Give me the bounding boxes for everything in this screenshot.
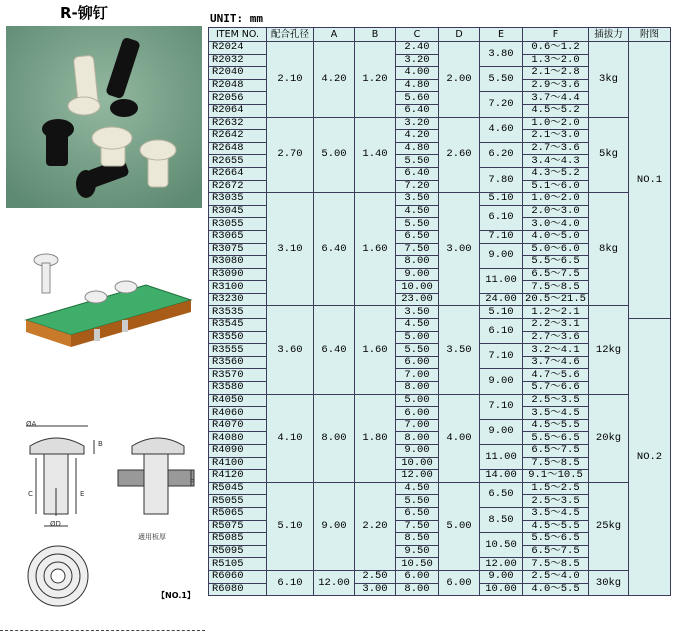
- item-no: R3035: [209, 193, 267, 206]
- dim-d: 3.00: [439, 193, 480, 306]
- dim-f: 2.1～2.8: [523, 67, 589, 80]
- hole-diameter: 4.10: [267, 394, 314, 482]
- dim-d-label: ØD: [50, 520, 61, 528]
- item-no: R5095: [209, 545, 267, 558]
- dim-c: 7.00: [396, 419, 439, 432]
- dim-f: 2.9～3.6: [523, 79, 589, 92]
- dim-e: 3.80: [480, 42, 523, 67]
- hole-diameter: 6.10: [267, 570, 314, 595]
- dim-c: 8.00: [396, 256, 439, 269]
- dim-f: 5.7～6.6: [523, 382, 589, 395]
- item-no: R3555: [209, 344, 267, 357]
- item-no: R4070: [209, 419, 267, 432]
- dim-e: 7.20: [480, 92, 523, 117]
- dim-a: 8.00: [314, 394, 355, 482]
- dim-f: 2.7～3.6: [523, 331, 589, 344]
- figure-ref: NO.1: [629, 42, 671, 319]
- dim-f: 3.5～4.5: [523, 407, 589, 420]
- dim-f: 1.2～2.1: [523, 306, 589, 319]
- insertion-force: 20kg: [589, 394, 629, 482]
- item-no: R2632: [209, 117, 267, 130]
- dim-f: 2.2～3.1: [523, 319, 589, 332]
- dim-e-label: E: [80, 490, 85, 498]
- item-no: R2032: [209, 54, 267, 67]
- dim-f: 3.4～4.3: [523, 155, 589, 168]
- dim-f: 1.3～2.0: [523, 54, 589, 67]
- dim-e: 7.10: [480, 344, 523, 369]
- item-no: R6080: [209, 583, 267, 596]
- dim-e: 6.50: [480, 482, 523, 507]
- dim-d: 3.50: [439, 306, 480, 394]
- dim-f: 6.5～7.5: [523, 268, 589, 281]
- dim-d: 6.00: [439, 570, 480, 595]
- dim-c: 6.40: [396, 104, 439, 117]
- dim-f: 6.5～7.5: [523, 545, 589, 558]
- insertion-force: 5kg: [589, 117, 629, 193]
- dim-e: 7.80: [480, 167, 523, 192]
- col-header: E: [480, 28, 523, 42]
- dim-e: 10.00: [480, 583, 523, 596]
- dim-e: 6.10: [480, 319, 523, 344]
- dim-b: 1.60: [355, 193, 396, 306]
- dim-f: 1.0～2.0: [523, 193, 589, 206]
- item-no: R5055: [209, 495, 267, 508]
- dim-f: 3.0～4.0: [523, 218, 589, 231]
- dim-c: 6.50: [396, 230, 439, 243]
- dim-b: 1.20: [355, 42, 396, 118]
- item-no: R3550: [209, 331, 267, 344]
- dim-b: 2.20: [355, 482, 396, 570]
- table-row: [209, 42, 671, 55]
- dim-c: 6.00: [396, 570, 439, 583]
- dim-f: 3.7～4.6: [523, 356, 589, 369]
- table-row: [209, 394, 671, 407]
- dim-f: 2.7～3.6: [523, 142, 589, 155]
- dim-f: 3.2～4.1: [523, 344, 589, 357]
- item-no: R4050: [209, 394, 267, 407]
- dim-e: 9.00: [480, 570, 523, 583]
- dim-c: 5.50: [396, 495, 439, 508]
- dim-c: 10.50: [396, 558, 439, 571]
- item-no: R3230: [209, 293, 267, 306]
- dim-f: 5.0～6.0: [523, 243, 589, 256]
- dim-f: 6.5～7.5: [523, 445, 589, 458]
- dim-c: 9.50: [396, 545, 439, 558]
- item-no: R2672: [209, 180, 267, 193]
- dim-c: 6.50: [396, 507, 439, 520]
- dim-f: 5.5～6.5: [523, 432, 589, 445]
- item-no: R3055: [209, 218, 267, 231]
- item-no: R6060: [209, 570, 267, 583]
- dim-a: 6.40: [314, 306, 355, 394]
- dim-c: 4.20: [396, 130, 439, 143]
- item-no: R2024: [209, 42, 267, 55]
- dim-c: 8.00: [396, 382, 439, 395]
- item-no: R3100: [209, 281, 267, 294]
- dim-c: 10.00: [396, 281, 439, 294]
- dim-c: 10.00: [396, 457, 439, 470]
- insertion-force: 12kg: [589, 306, 629, 394]
- dim-f: 4.0～5.0: [523, 230, 589, 243]
- dim-e: 9.00: [480, 419, 523, 444]
- dim-e: 5.50: [480, 67, 523, 92]
- item-no: R4120: [209, 470, 267, 483]
- item-no: R3580: [209, 382, 267, 395]
- dim-c: 4.50: [396, 319, 439, 332]
- item-no: R3045: [209, 205, 267, 218]
- dim-f: 2.5～3.5: [523, 394, 589, 407]
- dim-f: 1.0～2.0: [523, 117, 589, 130]
- dim-f: 3.7～4.4: [523, 92, 589, 105]
- dim-e: 6.20: [480, 142, 523, 167]
- dim-f: 20.5～21.5: [523, 293, 589, 306]
- item-no: R2056: [209, 92, 267, 105]
- item-no: R5105: [209, 558, 267, 571]
- dim-e: 7.10: [480, 230, 523, 243]
- dim-f: 7.5～8.5: [523, 558, 589, 571]
- table-row: [209, 306, 671, 319]
- hole-diameter: 2.70: [267, 117, 314, 193]
- unit-label: UNIT: mm: [210, 12, 263, 25]
- col-header: 插拔力: [589, 28, 629, 42]
- item-no: R3080: [209, 256, 267, 269]
- dim-f: 5.5～6.5: [523, 533, 589, 546]
- dim-c: 6.00: [396, 356, 439, 369]
- dim-e: 11.00: [480, 268, 523, 293]
- dim-a-label: ØA: [26, 420, 37, 428]
- dim-c: 4.50: [396, 205, 439, 218]
- dim-e: 4.60: [480, 117, 523, 142]
- dim-c: 7.20: [396, 180, 439, 193]
- item-no: R5045: [209, 482, 267, 495]
- dim-f: 2.0～3.0: [523, 205, 589, 218]
- dim-c: 3.50: [396, 306, 439, 319]
- dim-f: 4.0～5.5: [523, 583, 589, 596]
- col-header: D: [439, 28, 480, 42]
- dim-a: 9.00: [314, 482, 355, 570]
- dim-a: 6.40: [314, 193, 355, 306]
- dimension-drawing: [6, 418, 202, 618]
- item-no: R5065: [209, 507, 267, 520]
- dim-c: 9.00: [396, 445, 439, 458]
- dim-e: 6.10: [480, 205, 523, 230]
- dim-b: 1.40: [355, 117, 396, 193]
- dim-f: 1.5～2.5: [523, 482, 589, 495]
- dim-b: 3.00: [355, 583, 396, 596]
- dim-f: 7.5～8.5: [523, 281, 589, 294]
- plate-thickness-caption: 適用板厚: [138, 533, 166, 541]
- dim-e: 14.00: [480, 470, 523, 483]
- dim-b: 2.50: [355, 570, 396, 583]
- dim-b: 1.80: [355, 394, 396, 482]
- dim-c: 7.50: [396, 243, 439, 256]
- dim-f: 4.5～5.5: [523, 419, 589, 432]
- dim-c: 5.00: [396, 331, 439, 344]
- dim-e: 9.00: [480, 243, 523, 268]
- dim-e: 12.00: [480, 558, 523, 571]
- item-no: R4090: [209, 445, 267, 458]
- dim-c: 7.00: [396, 369, 439, 382]
- item-no: R3075: [209, 243, 267, 256]
- item-no: R4080: [209, 432, 267, 445]
- item-no: R2664: [209, 167, 267, 180]
- insertion-force: 8kg: [589, 193, 629, 306]
- col-header: B: [355, 28, 396, 42]
- dim-f: 2.1～3.0: [523, 130, 589, 143]
- insertion-force: 25kg: [589, 482, 629, 570]
- dim-f: 4.5～5.2: [523, 104, 589, 117]
- item-no: R3560: [209, 356, 267, 369]
- dim-c: 5.60: [396, 92, 439, 105]
- divider: [0, 630, 205, 631]
- dim-c: 5.00: [396, 394, 439, 407]
- col-header: F: [523, 28, 589, 42]
- dim-b-label: B: [98, 440, 103, 448]
- item-no: R2655: [209, 155, 267, 168]
- item-no: R2064: [209, 104, 267, 117]
- dim-f: 4.5～5.5: [523, 520, 589, 533]
- item-no: R3065: [209, 230, 267, 243]
- dim-e: 10.50: [480, 533, 523, 558]
- dim-b: 1.60: [355, 306, 396, 394]
- item-no: R3570: [209, 369, 267, 382]
- dim-c: 5.50: [396, 218, 439, 231]
- item-no: R3545: [209, 319, 267, 332]
- hole-diameter: 5.10: [267, 482, 314, 570]
- col-header: 配合孔径: [267, 28, 314, 42]
- dim-c: 8.00: [396, 432, 439, 445]
- table-row: [209, 570, 671, 583]
- dim-f: 2.5～4.0: [523, 570, 589, 583]
- dim-f: 3.5～4.5: [523, 507, 589, 520]
- item-no: R2040: [209, 67, 267, 80]
- dim-c: 4.00: [396, 67, 439, 80]
- table-row: [209, 193, 671, 206]
- dim-a: 4.20: [314, 42, 355, 118]
- dim-c: 3.20: [396, 54, 439, 67]
- dim-f: 7.5～8.5: [523, 457, 589, 470]
- item-no: R3535: [209, 306, 267, 319]
- dim-d: 4.00: [439, 394, 480, 482]
- table-row: [209, 482, 671, 495]
- dim-c: 8.50: [396, 533, 439, 546]
- dim-e: 9.00: [480, 369, 523, 394]
- table-row: [209, 117, 671, 130]
- dim-e: 8.50: [480, 507, 523, 532]
- figure-ref: NO.2: [629, 319, 671, 596]
- dim-e: 11.00: [480, 445, 523, 470]
- dim-c: 2.40: [396, 42, 439, 55]
- spec-table: [208, 27, 671, 596]
- item-no: R5075: [209, 520, 267, 533]
- dim-d: 2.00: [439, 42, 480, 118]
- dim-c: 12.00: [396, 470, 439, 483]
- dim-f: 0.6～1.2: [523, 42, 589, 55]
- pcb-mount-illustration: [6, 225, 202, 415]
- page-title: R-铆钉: [60, 4, 108, 22]
- dim-c: 7.50: [396, 520, 439, 533]
- dim-e: 7.10: [480, 394, 523, 419]
- dim-c: 3.50: [396, 193, 439, 206]
- dim-f: 4.7～5.6: [523, 369, 589, 382]
- item-no: R3090: [209, 268, 267, 281]
- dim-c: 5.50: [396, 344, 439, 357]
- item-no: R5085: [209, 533, 267, 546]
- insertion-force: 30kg: [589, 570, 629, 595]
- dim-c: 4.80: [396, 79, 439, 92]
- item-no: R2648: [209, 142, 267, 155]
- dim-e: 5.10: [480, 193, 523, 206]
- dim-c: 5.50: [396, 155, 439, 168]
- dim-c-label: C: [28, 490, 33, 498]
- dim-f: 5.1～6.0: [523, 180, 589, 193]
- hole-diameter: 3.10: [267, 193, 314, 306]
- col-header: 附图: [629, 28, 671, 42]
- dim-e: 5.10: [480, 306, 523, 319]
- dim-c: 8.00: [396, 583, 439, 596]
- hole-diameter: 2.10: [267, 42, 314, 118]
- dim-f: 2.5～3.5: [523, 495, 589, 508]
- dim-c: 4.50: [396, 482, 439, 495]
- dim-a: 5.00: [314, 117, 355, 193]
- dim-c: 23.00: [396, 293, 439, 306]
- hole-diameter: 3.60: [267, 306, 314, 394]
- insertion-force: 3kg: [589, 42, 629, 118]
- dim-d: 2.60: [439, 117, 480, 193]
- dim-f-label: F: [190, 478, 195, 486]
- dim-a: 12.00: [314, 570, 355, 595]
- item-no: R4060: [209, 407, 267, 420]
- dim-e: 24.00: [480, 293, 523, 306]
- item-no: R2048: [209, 79, 267, 92]
- dim-c: 6.00: [396, 407, 439, 420]
- item-no: R2642: [209, 130, 267, 143]
- dim-f: 4.3～5.2: [523, 167, 589, 180]
- dim-c: 6.40: [396, 167, 439, 180]
- figure-no1-label: 【NO.1】: [157, 591, 195, 600]
- dim-c: 3.20: [396, 117, 439, 130]
- product-photo: [6, 26, 202, 208]
- dim-f: 9.1～10.5: [523, 470, 589, 483]
- dim-f: 5.5～6.5: [523, 256, 589, 269]
- dim-c: 4.80: [396, 142, 439, 155]
- item-no: R4100: [209, 457, 267, 470]
- dim-d: 5.00: [439, 482, 480, 570]
- col-header: C: [396, 28, 439, 42]
- col-header: A: [314, 28, 355, 42]
- col-header: ITEM NO.: [209, 28, 267, 42]
- dim-c: 9.00: [396, 268, 439, 281]
